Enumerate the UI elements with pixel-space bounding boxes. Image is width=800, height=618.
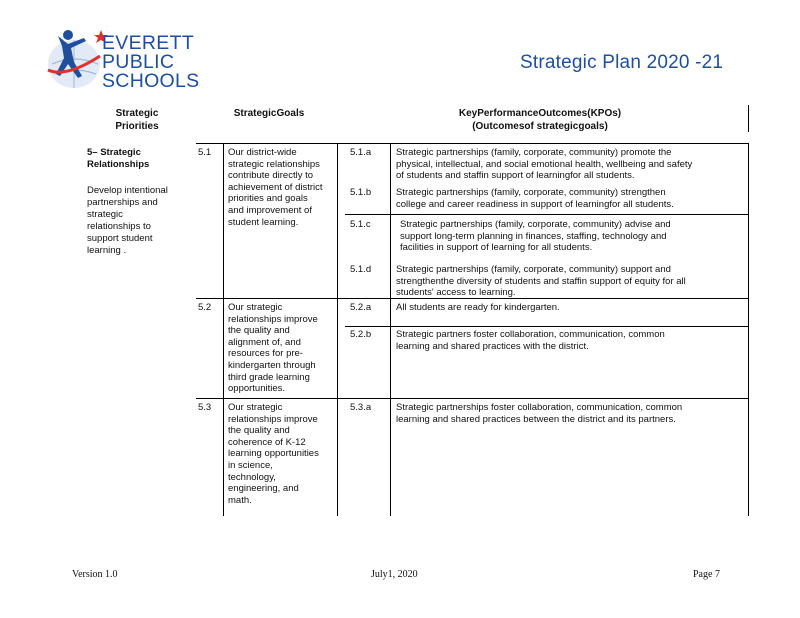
priority-title-line-2: Relationships: [87, 159, 150, 170]
kpo-number: 5.2.b: [350, 329, 372, 340]
table-right-border: [748, 143, 749, 516]
kpo-number: 5.2.a: [350, 302, 372, 313]
kpo-number: 5.1.d: [350, 264, 372, 275]
footer-page: Page 7: [693, 569, 720, 580]
header-strategic-priorities: [97, 107, 177, 133]
kpo-number: 5.1.c: [350, 219, 371, 230]
kpo-number: 5.1.b: [350, 187, 372, 198]
header-priorities-line-1: Strategic: [115, 108, 159, 119]
goal-text: Our strategic relationships improve the quality and alignment of, and resources for pre- kindergarten through third grade learning opportunities.: [228, 302, 318, 395]
kpo-number: 5.3.a: [350, 402, 372, 413]
kpo-text: Strategic partnerships (family, corporate, community) support and strengthenthe diversity of students and staffin support of equity for all students' access to learning.: [396, 264, 686, 299]
goal-number: 5.2: [198, 302, 212, 313]
district-logo: [44, 26, 204, 92]
kpo-text: All students are ready for kindergarten.: [396, 302, 560, 313]
kpo-divider-5-1-c: [345, 214, 749, 215]
logo-line-2: PUBLIC: [102, 51, 175, 73]
kpo-text: Strategic partnerships (family, corporate, community) advise and support long-term planning in finances, staffing, technology and facilities in support of learning for all students.: [400, 219, 671, 254]
footer-date: July1, 2020: [371, 569, 418, 580]
footer-version: Version 1.0: [72, 569, 118, 580]
header-kpos: [420, 107, 660, 133]
kpo-number: 5.1.a: [350, 147, 372, 158]
header-priorities-line-2: Priorities: [115, 121, 159, 132]
kpo-text: Strategic partnerships foster collaboration, communication, common learning and shared practices between the district and its partners.: [396, 402, 683, 425]
priority-description: Develop intentional partnerships and strategic relationships to support student learning .: [87, 185, 168, 256]
kpo-divider-5-2-b: [345, 326, 749, 327]
logo-wordmark: [102, 34, 199, 91]
header-right-border: [748, 105, 749, 132]
goal-text: Our district-wide strategic relationships contribute directly to achievement of district priorities and goals and improvement of student learning.: [228, 147, 323, 228]
priority-title-line-1: 5– Strategic: [87, 147, 141, 158]
header-bottom-rule: [196, 143, 749, 144]
document-title: Strategic Plan 2020 -21: [520, 52, 724, 73]
kpo-text: Strategic partners foster collaboration, communication, common learning and shared practices with the district.: [396, 329, 665, 352]
row-divider-5-3: [196, 398, 749, 399]
goal-number: 5.3: [198, 402, 212, 413]
header-kpos-line-2: (Outcomesof strategicgoals): [472, 121, 608, 132]
logo-line-3: SCHOOLS: [102, 70, 200, 92]
header-kpos-line-1: KeyPerformanceOutcomes(KPOs): [458, 108, 622, 119]
goal-column-left-border: [223, 143, 224, 516]
kpo-text: Strategic partnerships (family, corporate, community) strengthen college and career readiness in support of learningfor all students.: [396, 187, 674, 210]
goal-text: Our strategic relationships improve the quality and coherence of K-12 learning opportunities in science, technology, engineering, and math.: [228, 402, 319, 506]
kpo-number-right-border: [390, 143, 391, 516]
header-strategic-goals: StrategicGoals: [233, 108, 305, 119]
goal-number: 5.1: [198, 147, 212, 158]
logo-line-1: EVERETT: [102, 32, 195, 54]
priority-title: [87, 147, 187, 171]
kpo-text: Strategic partnerships (family, corporate, community) promote the physical, intellectual, and social emotional health, wellbeing and safety of students and staffin support of learningfor all students.: [396, 147, 693, 182]
